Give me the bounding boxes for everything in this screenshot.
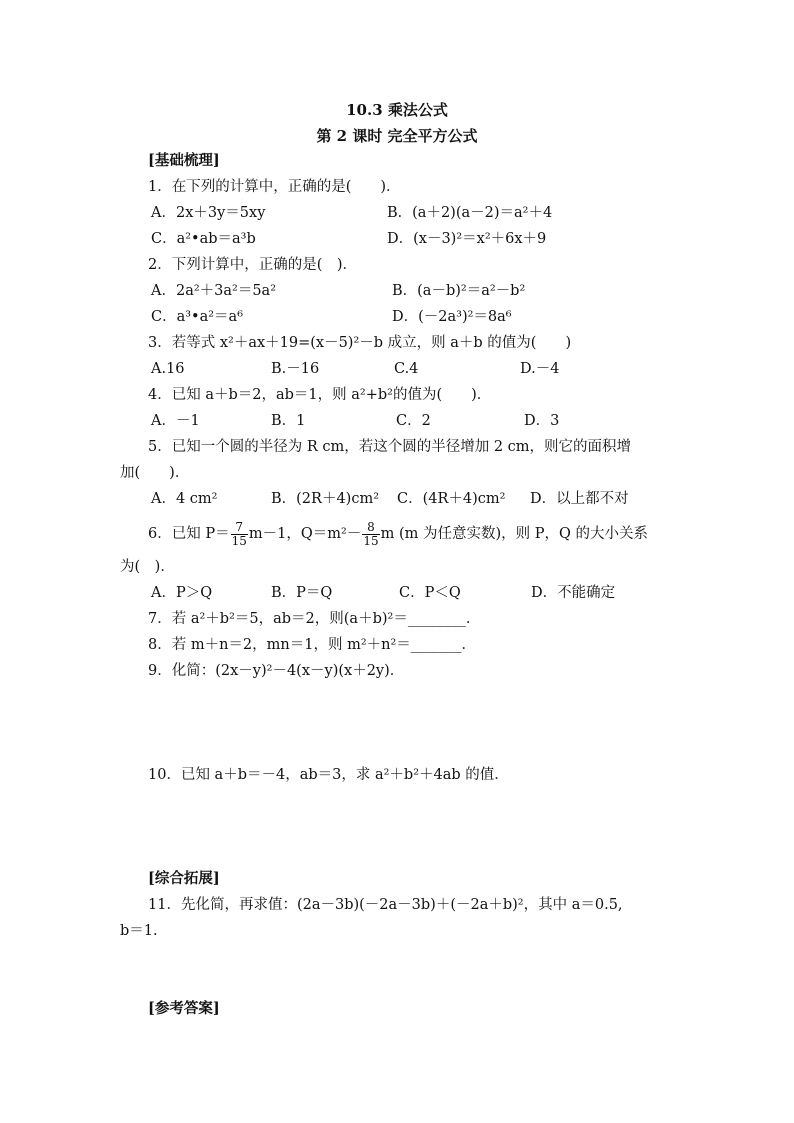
question-1-option-d: D．(x－3)²＝x²＋6x＋9 bbox=[387, 231, 547, 247]
question-6-option-a: A．P＞Q bbox=[151, 585, 213, 601]
question-5-option-c: C．(4R＋4)cm² bbox=[397, 491, 506, 507]
question-1-option-c: C．a²•ab＝a³b bbox=[151, 231, 256, 247]
section-answers: [参考答案] bbox=[148, 1000, 220, 1017]
question-7: 7．若 a²＋b²＝5，ab＝2，则(a＋b)²＝________． bbox=[148, 611, 481, 627]
question-6-stem-line2: 为( )． bbox=[120, 559, 175, 575]
question-9: 9．化简：(2x－y)²－4(x－y)(x＋2y)． bbox=[148, 663, 405, 679]
question-2-option-c: C．a³•a²＝a⁶ bbox=[151, 309, 244, 325]
question-4-option-d: D．3 bbox=[524, 413, 560, 429]
fraction-7-15 bbox=[231, 521, 248, 548]
question-5-option-d: D．以上都不对 bbox=[530, 491, 629, 507]
question-2-option-d: D．(－2a³)²＝8a⁶ bbox=[392, 309, 512, 325]
question-2-option-a: A．2a²＋3a²＝5a² bbox=[151, 283, 277, 299]
section-basic: [基础梳理] bbox=[148, 152, 220, 169]
question-6-option-c: C．P＜Q bbox=[399, 585, 461, 601]
question-6-option-d: D．不能确定 bbox=[531, 585, 616, 601]
question-6-stem-post: m (m 为任意实数)，则 P，Q 的大小关系 bbox=[380, 526, 648, 542]
question-5-option-b: B．(2R＋4)cm² bbox=[271, 491, 380, 507]
question-3-option-c: C.4 bbox=[394, 361, 419, 377]
question-3-stem: 3．若等式 x²＋ax＋19=(x－5)²－b 成立，则 a＋b 的值为( ) bbox=[148, 335, 572, 351]
question-3-option-d: D.－4 bbox=[520, 361, 560, 377]
question-3-option-a: A.16 bbox=[151, 361, 185, 377]
question-2-option-b: B．(a－b)²＝a²－b² bbox=[392, 283, 526, 299]
question-4-option-a: A．－1 bbox=[151, 413, 200, 429]
question-11-line1: 11．先化简，再求值：(2a－3b)(－2a－3b)＋(－2a＋b)²，其中 a＝0.5, bbox=[148, 897, 623, 913]
question-2-stem: 2．下列计算中，正确的是( )． bbox=[148, 257, 358, 273]
question-5-stem-line1: 5．已知一个圆的半径为 R cm，若这个圆的半径增加 2 cm，则它的面积增 bbox=[148, 439, 632, 455]
fraction-denominator: 15 bbox=[231, 533, 247, 548]
question-10: 10．已知 a＋b＝－4，ab＝3，求 a²＋b²＋4ab 的值． bbox=[148, 767, 509, 783]
question-4-option-c: C．2 bbox=[396, 413, 431, 429]
page-subtitle: 第 2 课时 完全平方公式 bbox=[316, 127, 478, 145]
question-1-option-b: B．(a＋2)(a－2)＝a²＋4 bbox=[387, 205, 553, 221]
question-6-option-b: B．P＝Q bbox=[271, 585, 333, 601]
fraction-numerator: 8 bbox=[362, 521, 379, 535]
question-11-line2: b＝1. bbox=[120, 923, 158, 939]
question-4-stem: 4．已知 a＋b＝2，ab＝1，则 a²+b²的值为( )． bbox=[148, 387, 492, 403]
fraction-denominator: 15 bbox=[363, 533, 379, 548]
question-5-stem-line2: 加( )． bbox=[120, 465, 190, 481]
fraction-numerator: 7 bbox=[231, 521, 248, 535]
question-3-option-b: B.－16 bbox=[271, 361, 320, 377]
question-6-stem-line1 bbox=[148, 518, 648, 550]
question-6-stem-pre: 6．已知 P＝ bbox=[148, 526, 230, 542]
question-5-option-a: A．4 cm² bbox=[151, 491, 218, 507]
question-1-stem: 1．在下列的计算中，正确的是( )． bbox=[148, 179, 401, 195]
page-title: 10.3 乘法公式 bbox=[346, 101, 448, 119]
question-1-option-a: A．2x＋3y＝5xy bbox=[151, 205, 266, 221]
question-8: 8．若 m＋n＝2，mn＝1，则 m²＋n²＝_______． bbox=[148, 637, 477, 653]
fraction-8-15 bbox=[362, 521, 379, 548]
question-6-stem-mid: m－1，Q＝m²－ bbox=[248, 526, 362, 542]
question-4-option-b: B．1 bbox=[271, 413, 306, 429]
section-extend: [综合拓展] bbox=[148, 870, 220, 887]
